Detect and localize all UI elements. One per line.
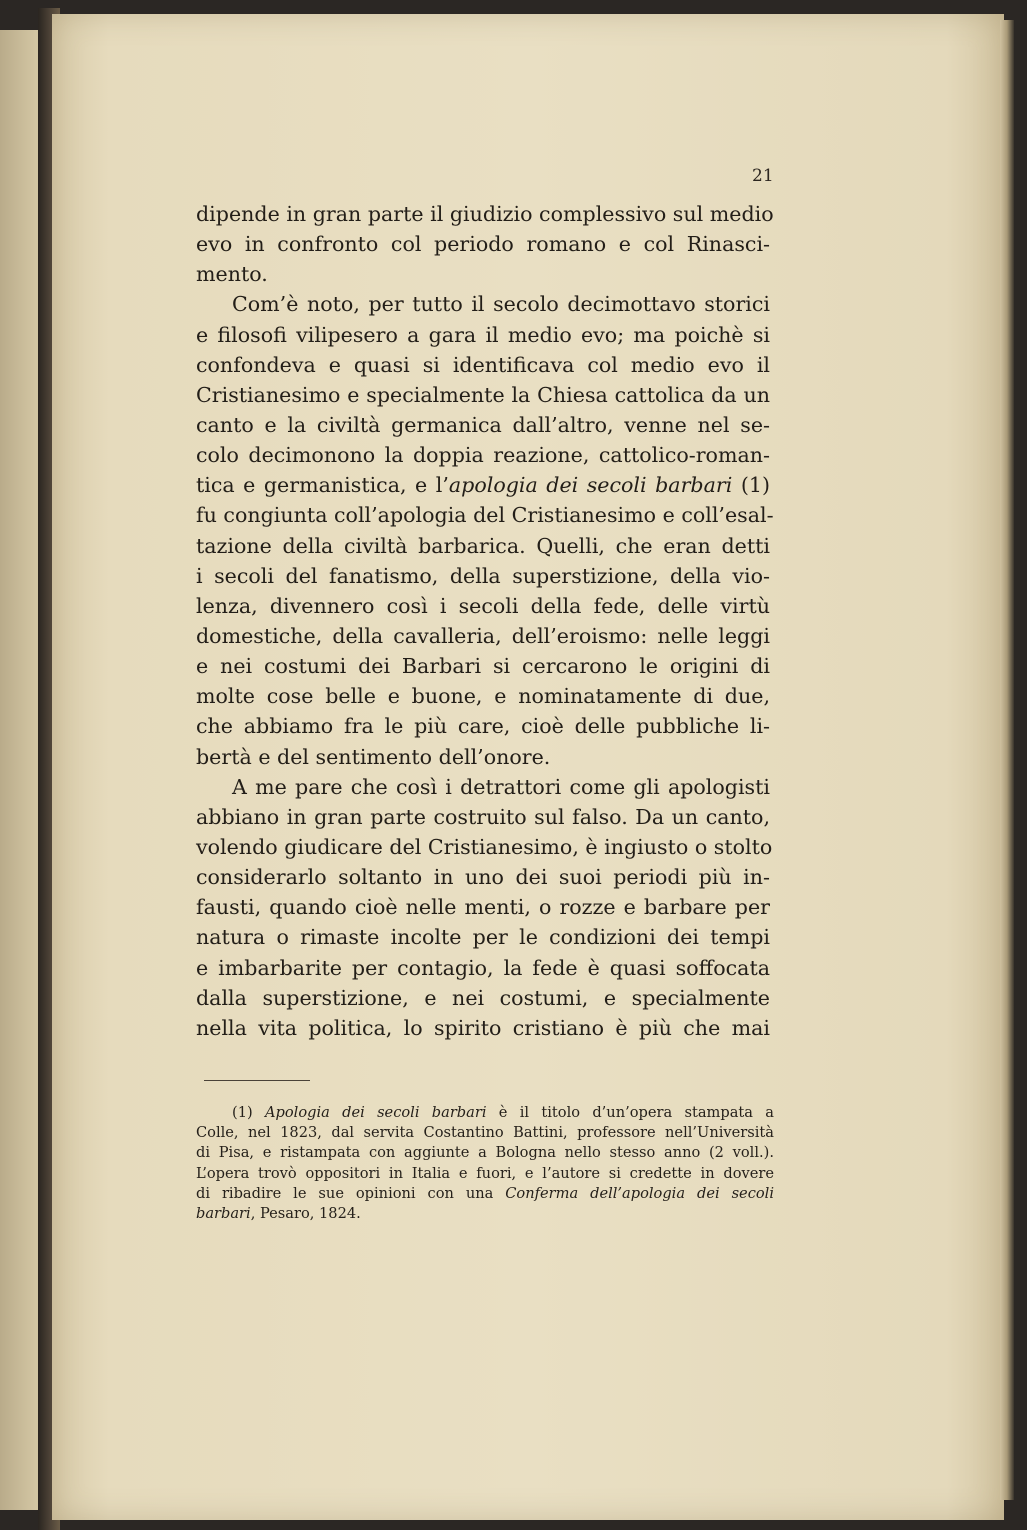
text-line: domestiche, della cavalleria, dell’eroismo: nelle leggi [196, 623, 770, 648]
text-line: abbiano in gran parte costruito sul falso. Da un canto, [196, 804, 770, 829]
footnote [196, 1103, 774, 1224]
text-line: canto e la civiltà germanica dall’altro, venne nel se- [196, 412, 770, 437]
text-line: Cristianesimo e specialmente la Chiesa cattolica da un [196, 382, 770, 407]
text-line: volendo giudicare del Cristianesimo, è ingiusto o stolto [196, 834, 773, 859]
body-text [196, 199, 774, 1043]
text-line: dalla superstizione, e nei costumi, e specialmente [196, 985, 770, 1010]
text-line: fu congiunta coll’apologia del Cristianesimo e coll’esal- [196, 503, 774, 528]
text-line: dipende in gran parte il giudizio complessivo sul medio [196, 202, 774, 226]
text-line: tazione della civiltà barbarica. Quelli, che eran detti [196, 533, 770, 558]
text-line: evo in confronto col periodo romano e col Rinasci- [196, 232, 770, 257]
text-line: che abbiamo fra le più care, cioè delle pubbliche li- [196, 714, 770, 739]
text-line: tica e germanistica, e l’apologia dei secoli barbari (1) [196, 473, 770, 498]
text-line: natura o rimaste incolte per le condizioni dei tempi [196, 925, 770, 950]
text-line: e imbarbarite per contagio, la fede è quasi soffocata [196, 955, 770, 980]
text-line: e nei costumi dei Barbari si cercarono le origini di [196, 654, 770, 679]
text-line: e filosofi vilipesero a gara il medio evo; ma poichè si [196, 322, 770, 347]
text-line: mento. [196, 262, 268, 287]
text-line: considerarlo soltanto in uno dei suoi periodi più in- [196, 865, 770, 890]
text-line: Com’è noto, per tutto il secolo decimottavo storici [232, 292, 770, 317]
text-line: i secoli del fanatismo, della superstizione, della vio- [196, 563, 770, 588]
footnote-rule [204, 1080, 310, 1081]
text-line: A me pare che così i detrattori come gli apologisti [232, 774, 770, 799]
page-edge-shadow [1000, 20, 1014, 1500]
text-line: lenza, divennero così i secoli della fede, delle virtù [196, 593, 770, 618]
footnote-line: (1) Apologia dei secoli barbari è il titolo d’un’opera stampata a [232, 1104, 774, 1121]
text-line: confondeva e quasi si identificava col medio evo il [196, 352, 770, 377]
text-line: bertà e del sentimento dell’onore. [196, 744, 551, 769]
text-line: fausti, quando cioè nelle menti, o rozze e barbare per [196, 895, 770, 920]
footnote-line: di Pisa, e ristampata con aggiunte a Bologna nello stesso anno (2 voll.). [196, 1144, 774, 1162]
footnote-line: Colle, nel 1823, dal servita Costantino Battini, professore nell’Università [196, 1124, 774, 1142]
text-line: molte cose belle e buone, e nominatamente di due, [196, 684, 770, 709]
footnote-line: di ribadire le sue opinioni con una Conferma dell’apologia dei secoli [196, 1184, 774, 1202]
page-number: 21 [752, 166, 774, 186]
footnote-line: barbari, Pesaro, 1824. [196, 1204, 361, 1222]
footnote-line: L’opera trovò oppositori in Italia e fuori, e l’autore si credette in dovere [196, 1164, 774, 1182]
text-line: colo decimonono la doppia reazione, cattolico-roman- [196, 443, 770, 468]
text-line: nella vita politica, lo spirito cristiano è più che mai [196, 1015, 770, 1040]
